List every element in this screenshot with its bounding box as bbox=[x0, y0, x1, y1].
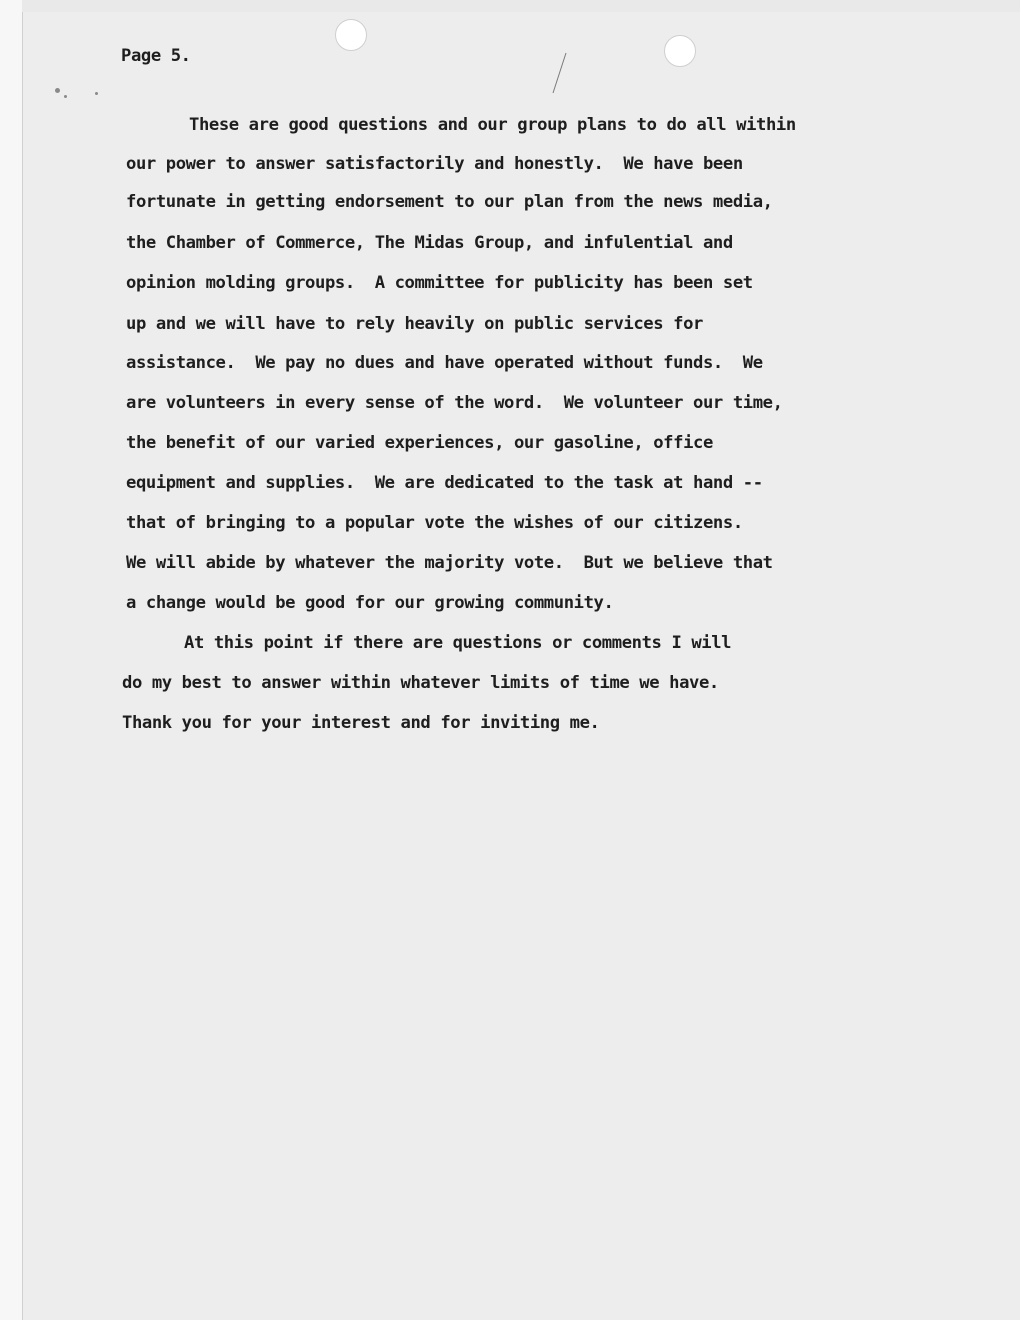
text-line: opinion molding groups. A committee for publicity has been set bbox=[126, 273, 753, 293]
text-line: assistance. We pay no dues and have operated without funds. We bbox=[126, 353, 763, 373]
text-line: a change would be good for our growing community. bbox=[126, 593, 614, 613]
text-line: are volunteers in every sense of the word. We volunteer our time, bbox=[126, 393, 783, 413]
text-line: equipment and supplies. We are dedicated to the task at hand -- bbox=[126, 473, 763, 493]
text-line: Thank you for your interest and for inviting me. bbox=[122, 713, 600, 733]
page-number: Page 5. bbox=[121, 46, 191, 66]
text-line: the Chamber of Commerce, The Midas Group, and infulential and bbox=[126, 233, 733, 253]
text-line: our power to answer satisfactorily and honestly. We have been bbox=[126, 154, 743, 174]
text-line: up and we will have to rely heavily on public services for bbox=[126, 314, 703, 334]
scan-speck bbox=[95, 92, 98, 95]
text-line: These are good questions and our group plans to do all within bbox=[189, 115, 796, 135]
text-line: that of bringing to a popular vote the wishes of our citizens. bbox=[126, 513, 743, 533]
text-line: fortunate in getting endorsement to our plan from the news media, bbox=[126, 192, 773, 212]
scan-speck bbox=[55, 88, 60, 93]
scan-speck bbox=[64, 95, 67, 98]
punch-hole-left bbox=[335, 19, 367, 51]
text-line: We will abide by whatever the majority vote. But we believe that bbox=[126, 553, 773, 573]
text-line: At this point if there are questions or comments I will bbox=[184, 633, 732, 653]
text-line: the benefit of our varied experiences, our gasoline, office bbox=[126, 433, 713, 453]
punch-hole-right bbox=[664, 35, 696, 67]
text-line: do my best to answer within whatever limits of time we have. bbox=[122, 673, 719, 693]
scan-edge bbox=[0, 0, 22, 1320]
